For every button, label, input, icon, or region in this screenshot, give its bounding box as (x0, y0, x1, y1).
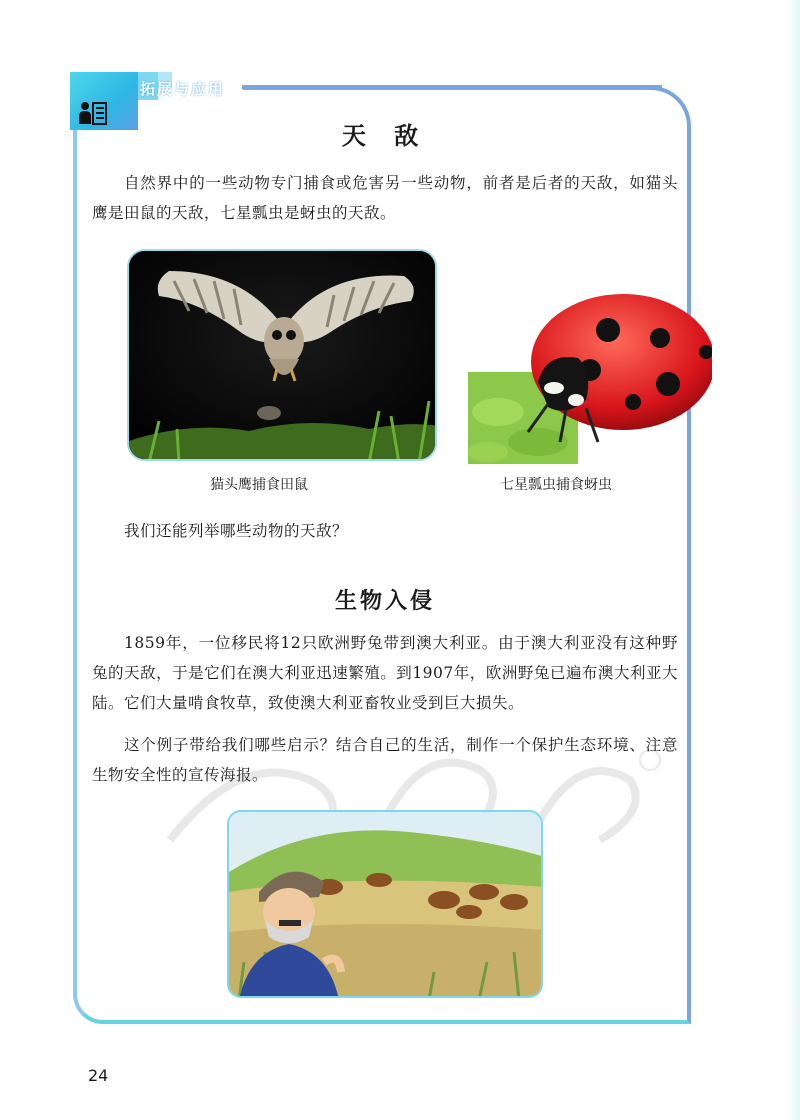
rabbit-cartoon-illustration (227, 810, 543, 998)
poster-task-paragraph: 这个例子带给我们哪些启示？结合自己的生活，制作一个保护生态环境、注意生物安全性的宣传海报。 (92, 736, 678, 784)
rabbit-history-paragraph: 1859年，一位移民将12只欧洲野兔带到澳大利亚。由于澳大利亚没有这种野兔的天敌，于是它们在澳大利亚迅速繁殖。到1907年，欧洲野兔已遍布澳大利亚大陆。它们大量啃食牧草，致使澳大利亚畜牧业受到巨大损失。 (92, 634, 678, 712)
owl-photo (127, 249, 437, 461)
page-edge (786, 0, 800, 1120)
header-line (242, 85, 662, 89)
ladybug-caption: 七星瓢虫捕食蚜虫 (500, 477, 612, 493)
page-number: 24 (88, 1066, 109, 1085)
section-title-natural-enemy: 天 敌 (341, 121, 429, 150)
ladybug-photo (468, 292, 712, 464)
natural-enemy-question: 我们还能列举哪些动物的天敌？ (124, 522, 349, 540)
section-label: 拓展与应用 (140, 80, 226, 98)
owl-caption: 猫头鹰捕食田鼠 (210, 477, 308, 493)
section-title-bio-invasion: 生物入侵 (334, 588, 435, 614)
natural-enemy-paragraph: 自然界中的一些动物专门捕食或危害另一些动物，前者是后者的天敌，如猫头鹰是田鼠的天敌，七星瓢虫是蚜虫的天敌。 (92, 174, 678, 222)
